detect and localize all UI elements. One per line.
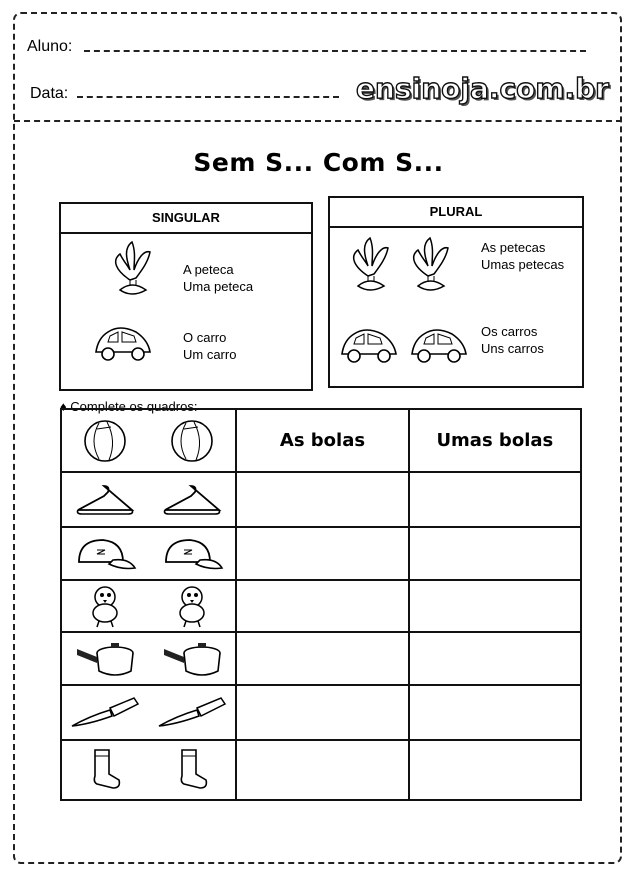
singular-article-indefinite: Um carro (183, 347, 237, 362)
singular-article-definite: O carro (183, 330, 227, 345)
table-row (61, 527, 581, 580)
student-label: Aluno: (27, 38, 73, 55)
picture-cell-knife (61, 685, 236, 740)
singular-article-indefinite: Uma peteca (183, 279, 254, 294)
pan-icon (162, 639, 222, 679)
table-header-row (61, 409, 581, 472)
answer-cell-definite[interactable] (236, 580, 408, 632)
sock-icon (85, 748, 125, 792)
header-indefinite-plural: Umas bolas (409, 409, 581, 472)
singular-item-2 (183, 329, 236, 363)
answer-cell-definite[interactable] (236, 632, 408, 685)
peteca-icon (348, 236, 392, 296)
knife-icon (157, 696, 227, 730)
ball-icon (83, 419, 127, 463)
picture-cell-hanger (61, 472, 236, 527)
cap-icon (160, 534, 224, 574)
plural-item-1 (481, 239, 564, 273)
answer-cell-indefinite[interactable] (409, 740, 581, 800)
car-icon (338, 320, 402, 366)
plural-article-indefinite: Uns carros (481, 341, 544, 356)
date-label: Data: (30, 85, 69, 102)
hanger-icon (161, 482, 223, 518)
singular-item-1 (183, 261, 253, 295)
date-field[interactable] (77, 96, 339, 98)
header-definite-plural: As bolas (236, 409, 408, 472)
plural-article-indefinite: Umas petecas (481, 257, 565, 272)
table-row (61, 472, 581, 527)
plural-item-2 (481, 323, 544, 357)
chick-icon (170, 583, 214, 629)
picture-cell-chick (61, 580, 236, 632)
answer-cell-definite[interactable] (236, 472, 408, 527)
car-icon (408, 320, 472, 366)
answer-cell-indefinite[interactable] (409, 472, 581, 527)
pan-icon (75, 639, 135, 679)
plural-article-definite: As petecas (481, 240, 546, 255)
singular-article-definite: A peteca (183, 262, 234, 277)
knife-icon (70, 696, 140, 730)
site-logo: ensinoja.com.br (356, 72, 609, 105)
ball-icon (170, 419, 214, 463)
plural-article-definite: Os carros (481, 324, 538, 339)
answer-cell-indefinite[interactable] (409, 632, 581, 685)
cap-icon (73, 534, 137, 574)
picture-cell-ball (61, 409, 236, 472)
diamond-bullet-icon: ♦ (60, 399, 71, 414)
picture-cell-pan (61, 632, 236, 685)
table-row (61, 580, 581, 632)
singular-heading: SINGULAR (61, 204, 311, 234)
table-row (61, 632, 581, 685)
peteca-icon (110, 240, 154, 300)
table-row (61, 740, 581, 800)
picture-cell-sock (61, 740, 236, 800)
header-divider (14, 120, 622, 122)
chick-icon (83, 583, 127, 629)
answer-cell-indefinite[interactable] (409, 685, 581, 740)
answer-cell-indefinite[interactable] (409, 527, 581, 580)
picture-cell-cap (61, 527, 236, 580)
instruction-text: Complete os quadros: (70, 399, 198, 414)
answer-cell-definite[interactable] (236, 740, 408, 800)
plural-heading: PLURAL (330, 198, 582, 228)
answer-cell-definite[interactable] (236, 685, 408, 740)
sock-icon (172, 748, 212, 792)
answer-cell-definite[interactable] (236, 527, 408, 580)
student-name-field[interactable] (84, 50, 586, 52)
answer-cell-indefinite[interactable] (409, 580, 581, 632)
peteca-icon (408, 236, 452, 296)
table-row (61, 685, 581, 740)
page-title: Sem S... Com S... (193, 148, 444, 177)
exercise-table (60, 408, 582, 801)
car-icon (92, 318, 156, 364)
hanger-icon (74, 482, 136, 518)
